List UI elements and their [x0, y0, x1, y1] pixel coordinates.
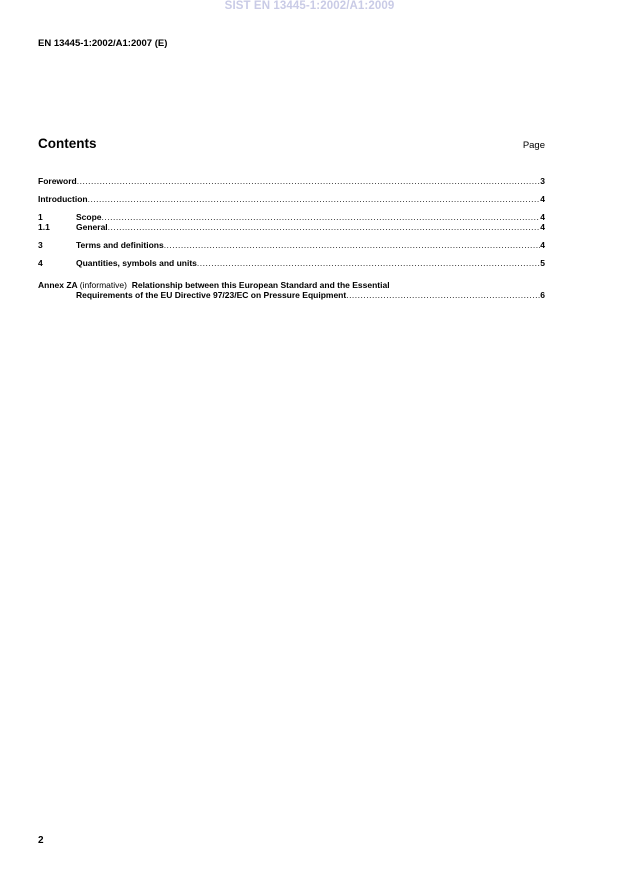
toc-entry-annex-za-continued[interactable]	[76, 290, 545, 300]
toc-entry-annex-za[interactable]	[38, 280, 390, 290]
toc-entry-page: 5	[540, 258, 545, 268]
toc-entry-scope[interactable]	[38, 212, 545, 222]
annex-type: (informative)	[79, 280, 127, 290]
toc-entry-title: Introduction	[38, 194, 88, 204]
toc-entry-terms-definitions[interactable]	[38, 240, 545, 250]
toc-entry-number: 1	[38, 212, 43, 222]
toc-leader-dots	[102, 212, 541, 222]
toc-entry-introduction[interactable]	[38, 194, 545, 204]
toc-leader-dots	[108, 222, 541, 232]
toc-entry-title: Scope	[76, 212, 102, 222]
toc-entry-title: General	[76, 222, 108, 232]
annex-title-line2: Requirements of the EU Directive 97/23/EC on Pressure Equipment	[76, 290, 347, 300]
toc-entry-quantities-symbols-units[interactable]	[38, 258, 545, 268]
toc-entry-page: 4	[540, 222, 545, 232]
annex-page: 6	[540, 290, 545, 300]
annex-title-line1: Relationship between this European Standard and the Essential	[131, 280, 390, 290]
toc-leader-dots	[164, 240, 541, 250]
page-number: 2	[38, 835, 44, 846]
page-column-label: Page	[522, 140, 545, 151]
toc-entry-page: 4	[540, 194, 545, 204]
watermark: SIST EN 13445-1:2002/A1:2009	[224, 0, 395, 12]
document-id: EN 13445-1:2002/A1:2007 (E)	[38, 38, 168, 49]
toc-entry-title: Foreword	[38, 176, 77, 186]
contents-heading: Contents	[38, 136, 97, 151]
toc-leader-dots	[77, 176, 541, 186]
toc-entry-page: 3	[540, 176, 545, 186]
toc-entry-title: Terms and definitions	[76, 240, 164, 250]
toc-leader-dots	[88, 194, 541, 204]
toc-entry-number: 1.1	[38, 222, 50, 232]
toc-entry-number: 4	[38, 258, 43, 268]
toc-entry-foreword[interactable]	[38, 176, 545, 186]
toc-entry-number: 3	[38, 240, 43, 250]
toc-leader-dots	[197, 258, 540, 268]
toc-entry-general[interactable]	[38, 222, 545, 232]
annex-label: Annex ZA	[38, 280, 78, 290]
toc-entry-page: 4	[540, 212, 545, 222]
toc-leader-dots	[346, 290, 540, 300]
toc-entry-page: 4	[540, 240, 545, 250]
toc-entry-title: Quantities, symbols and units	[76, 258, 197, 268]
